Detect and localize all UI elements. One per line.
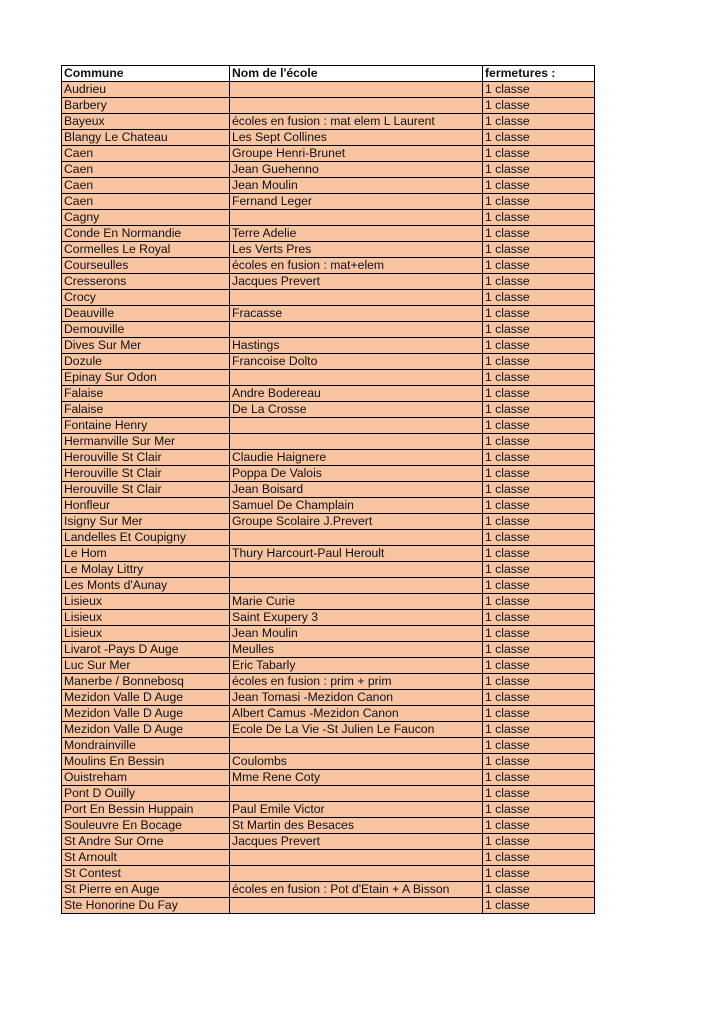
closures-cell: 1 classe — [483, 722, 595, 738]
commune-cell: Cresserons — [62, 274, 230, 290]
closures-cell: 1 classe — [483, 642, 595, 658]
commune-cell: Herouville St Clair — [62, 466, 230, 482]
table-row — [62, 498, 595, 514]
table-row — [62, 242, 595, 258]
commune-cell: St Andre Sur Orne — [62, 834, 230, 850]
commune-cell: Audrieu — [62, 82, 230, 98]
table-row — [62, 754, 595, 770]
table-row — [62, 338, 595, 354]
table-row — [62, 354, 595, 370]
table-row — [62, 818, 595, 834]
table-row — [62, 178, 595, 194]
school-name-cell: Samuel De Champlain — [230, 498, 483, 514]
school-name-cell — [230, 418, 483, 434]
commune-cell: Ouistreham — [62, 770, 230, 786]
closures-cell: 1 classe — [483, 514, 595, 530]
commune-cell: Le Molay Littry — [62, 562, 230, 578]
closures-cell: 1 classe — [483, 210, 595, 226]
table-row — [62, 466, 595, 482]
table-row — [62, 434, 595, 450]
closures-cell: 1 classe — [483, 306, 595, 322]
commune-cell: Moulins En Bessin — [62, 754, 230, 770]
commune-cell: Caen — [62, 162, 230, 178]
closures-cell: 1 classe — [483, 674, 595, 690]
table-row — [62, 514, 595, 530]
school-closures-table — [61, 65, 595, 914]
closures-cell: 1 classe — [483, 322, 595, 338]
header-row — [62, 66, 595, 82]
closures-cell: 1 classe — [483, 530, 595, 546]
school-name-cell: Thury Harcourt-Paul Heroult — [230, 546, 483, 562]
table-row — [62, 450, 595, 466]
table-row — [62, 562, 595, 578]
closures-cell: 1 classe — [483, 818, 595, 834]
table-row — [62, 594, 595, 610]
header-commune: Commune — [62, 66, 230, 82]
table-row — [62, 674, 595, 690]
table-row — [62, 658, 595, 674]
closures-cell: 1 classe — [483, 786, 595, 802]
table-row — [62, 402, 595, 418]
commune-cell: Ste Honorine Du Fay — [62, 898, 230, 914]
commune-cell: St Contest — [62, 866, 230, 882]
commune-cell: Landelles Et Coupigny — [62, 530, 230, 546]
school-name-cell: Albert Camus -Mezidon Canon — [230, 706, 483, 722]
closures-cell: 1 classe — [483, 802, 595, 818]
commune-cell: Les Monts d'Aunay — [62, 578, 230, 594]
table-row — [62, 770, 595, 786]
closures-cell: 1 classe — [483, 754, 595, 770]
closures-cell: 1 classe — [483, 578, 595, 594]
table-row — [62, 82, 595, 98]
commune-cell: Pont D Ouilly — [62, 786, 230, 802]
commune-cell: Souleuvre En Bocage — [62, 818, 230, 834]
commune-cell: Le Hom — [62, 546, 230, 562]
closures-cell: 1 classe — [483, 594, 595, 610]
table-row — [62, 706, 595, 722]
school-name-cell: Eric Tabarly — [230, 658, 483, 674]
table-row — [62, 162, 595, 178]
school-name-cell: écoles en fusion : Pot d'Etain + A Bisson — [230, 882, 483, 898]
commune-cell: Blangy Le Chateau — [62, 130, 230, 146]
closures-cell: 1 classe — [483, 242, 595, 258]
commune-cell: Lisieux — [62, 610, 230, 626]
school-name-cell: Claudie Haignere — [230, 450, 483, 466]
school-name-cell: Marie Curie — [230, 594, 483, 610]
closures-cell: 1 classe — [483, 290, 595, 306]
table-row — [62, 114, 595, 130]
closures-cell: 1 classe — [483, 418, 595, 434]
commune-cell: Honfleur — [62, 498, 230, 514]
school-name-cell — [230, 866, 483, 882]
school-name-cell: Jean Moulin — [230, 626, 483, 642]
table-row — [62, 738, 595, 754]
table-row — [62, 578, 595, 594]
commune-cell: Crocy — [62, 290, 230, 306]
table-row — [62, 834, 595, 850]
commune-cell: Isigny Sur Mer — [62, 514, 230, 530]
table-row — [62, 642, 595, 658]
school-name-cell — [230, 530, 483, 546]
school-name-cell: Fracasse — [230, 306, 483, 322]
closures-cell: 1 classe — [483, 562, 595, 578]
commune-cell: Caen — [62, 146, 230, 162]
commune-cell: Mezidon Valle D Auge — [62, 690, 230, 706]
school-name-cell: Les Verts Pres — [230, 242, 483, 258]
commune-cell: Barbery — [62, 98, 230, 114]
table-row — [62, 418, 595, 434]
school-name-cell — [230, 98, 483, 114]
commune-cell: Conde En Normandie — [62, 226, 230, 242]
commune-cell: Luc Sur Mer — [62, 658, 230, 674]
commune-cell: Mezidon Valle D Auge — [62, 706, 230, 722]
closures-cell: 1 classe — [483, 274, 595, 290]
closures-cell: 1 classe — [483, 354, 595, 370]
table-row — [62, 370, 595, 386]
closures-cell: 1 classe — [483, 162, 595, 178]
commune-cell: Courseulles — [62, 258, 230, 274]
school-name-cell — [230, 290, 483, 306]
commune-cell: Caen — [62, 194, 230, 210]
table-row — [62, 226, 595, 242]
school-name-cell: Jacques Prevert — [230, 274, 483, 290]
table-row — [62, 98, 595, 114]
school-name-cell — [230, 898, 483, 914]
school-name-cell: Jean Boisard — [230, 482, 483, 498]
closures-cell: 1 classe — [483, 898, 595, 914]
closures-cell: 1 classe — [483, 402, 595, 418]
closures-cell: 1 classe — [483, 114, 595, 130]
table-row — [62, 898, 595, 914]
commune-cell: Livarot -Pays D Auge — [62, 642, 230, 658]
closures-cell: 1 classe — [483, 850, 595, 866]
school-name-cell: Les Sept Collines — [230, 130, 483, 146]
commune-cell: Deauville — [62, 306, 230, 322]
commune-cell: St Arnoult — [62, 850, 230, 866]
school-name-cell: écoles en fusion : prim + prim — [230, 674, 483, 690]
table-row — [62, 306, 595, 322]
table-row — [62, 274, 595, 290]
school-name-cell: De La Crosse — [230, 402, 483, 418]
closures-cell: 1 classe — [483, 626, 595, 642]
commune-cell: Herouville St Clair — [62, 450, 230, 466]
commune-cell: Demouville — [62, 322, 230, 338]
table-row — [62, 210, 595, 226]
school-name-cell — [230, 434, 483, 450]
closures-cell: 1 classe — [483, 658, 595, 674]
closures-cell: 1 classe — [483, 466, 595, 482]
table-row — [62, 850, 595, 866]
table-row — [62, 258, 595, 274]
school-name-cell — [230, 370, 483, 386]
school-name-cell: écoles en fusion : mat elem L Laurent — [230, 114, 483, 130]
school-name-cell — [230, 578, 483, 594]
closures-cell: 1 classe — [483, 546, 595, 562]
closures-cell: 1 classe — [483, 194, 595, 210]
closures-cell: 1 classe — [483, 370, 595, 386]
table-row — [62, 546, 595, 562]
commune-cell: St Pierre en Auge — [62, 882, 230, 898]
closures-cell: 1 classe — [483, 866, 595, 882]
commune-cell: Lisieux — [62, 594, 230, 610]
school-name-cell — [230, 562, 483, 578]
closures-cell: 1 classe — [483, 258, 595, 274]
table-row — [62, 482, 595, 498]
commune-cell: Falaise — [62, 386, 230, 402]
school-name-cell — [230, 738, 483, 754]
closures-cell: 1 classe — [483, 690, 595, 706]
closures-cell: 1 classe — [483, 706, 595, 722]
school-name-cell: Saint Exupery 3 — [230, 610, 483, 626]
commune-cell: Mondrainville — [62, 738, 230, 754]
closures-cell: 1 classe — [483, 882, 595, 898]
closures-cell: 1 classe — [483, 98, 595, 114]
school-name-cell — [230, 322, 483, 338]
closures-cell: 1 classe — [483, 498, 595, 514]
closures-cell: 1 classe — [483, 146, 595, 162]
closures-cell: 1 classe — [483, 178, 595, 194]
school-name-cell — [230, 850, 483, 866]
commune-cell: Bayeux — [62, 114, 230, 130]
school-name-cell — [230, 786, 483, 802]
school-name-cell: Jacques Prevert — [230, 834, 483, 850]
school-name-cell: Hastings — [230, 338, 483, 354]
commune-cell: Epinay Sur Odon — [62, 370, 230, 386]
closures-cell: 1 classe — [483, 386, 595, 402]
commune-cell: Cagny — [62, 210, 230, 226]
school-name-cell — [230, 82, 483, 98]
table-row — [62, 322, 595, 338]
school-name-cell: Coulombs — [230, 754, 483, 770]
header-school-name: Nom de l'école — [230, 66, 483, 82]
school-name-cell: Jean Guehenno — [230, 162, 483, 178]
table-row — [62, 386, 595, 402]
school-name-cell: Fernand Leger — [230, 194, 483, 210]
table-row — [62, 610, 595, 626]
table-row — [62, 882, 595, 898]
commune-cell: Cormelles Le Royal — [62, 242, 230, 258]
school-name-cell: Meulles — [230, 642, 483, 658]
table-row — [62, 194, 595, 210]
school-name-cell: Francoise Dolto — [230, 354, 483, 370]
school-name-cell: Jean Tomasi -Mezidon Canon — [230, 690, 483, 706]
commune-cell: Lisieux — [62, 626, 230, 642]
table-row — [62, 690, 595, 706]
school-name-cell: Terre Adelie — [230, 226, 483, 242]
closures-cell: 1 classe — [483, 338, 595, 354]
closures-cell: 1 classe — [483, 482, 595, 498]
commune-cell: Hermanville Sur Mer — [62, 434, 230, 450]
table-row — [62, 722, 595, 738]
table-body — [62, 82, 595, 914]
commune-cell: Dozule — [62, 354, 230, 370]
closures-cell: 1 classe — [483, 610, 595, 626]
closures-cell: 1 classe — [483, 834, 595, 850]
closures-cell: 1 classe — [483, 738, 595, 754]
commune-cell: Caen — [62, 178, 230, 194]
closures-cell: 1 classe — [483, 450, 595, 466]
commune-cell: Herouville St Clair — [62, 482, 230, 498]
table-row — [62, 802, 595, 818]
closures-cell: 1 classe — [483, 770, 595, 786]
commune-cell: Dives Sur Mer — [62, 338, 230, 354]
commune-cell: Port En Bessin Huppain — [62, 802, 230, 818]
school-name-cell: Mme Rene Coty — [230, 770, 483, 786]
table-row — [62, 290, 595, 306]
table-row — [62, 626, 595, 642]
school-name-cell — [230, 210, 483, 226]
school-name-cell: Ecole De La Vie -St Julien Le Faucon — [230, 722, 483, 738]
table-header — [62, 66, 595, 82]
table-row — [62, 786, 595, 802]
school-name-cell: Paul Emile Victor — [230, 802, 483, 818]
school-name-cell: Andre Bodereau — [230, 386, 483, 402]
commune-cell: Fontaine Henry — [62, 418, 230, 434]
commune-cell: Manerbe / Bonnebosq — [62, 674, 230, 690]
table-row — [62, 530, 595, 546]
commune-cell: Falaise — [62, 402, 230, 418]
school-name-cell: Groupe Henri-Brunet — [230, 146, 483, 162]
closures-cell: 1 classe — [483, 82, 595, 98]
closures-cell: 1 classe — [483, 130, 595, 146]
school-name-cell: Groupe Scolaire J.Prevert — [230, 514, 483, 530]
closures-cell: 1 classe — [483, 434, 595, 450]
table-row — [62, 146, 595, 162]
table-row — [62, 130, 595, 146]
commune-cell: Mezidon Valle D Auge — [62, 722, 230, 738]
table-row — [62, 866, 595, 882]
school-name-cell: écoles en fusion : mat+elem — [230, 258, 483, 274]
closures-cell: 1 classe — [483, 226, 595, 242]
header-closures: fermetures : — [483, 66, 595, 82]
school-name-cell: St Martin des Besaces — [230, 818, 483, 834]
school-name-cell: Jean Moulin — [230, 178, 483, 194]
school-name-cell: Poppa De Valois — [230, 466, 483, 482]
